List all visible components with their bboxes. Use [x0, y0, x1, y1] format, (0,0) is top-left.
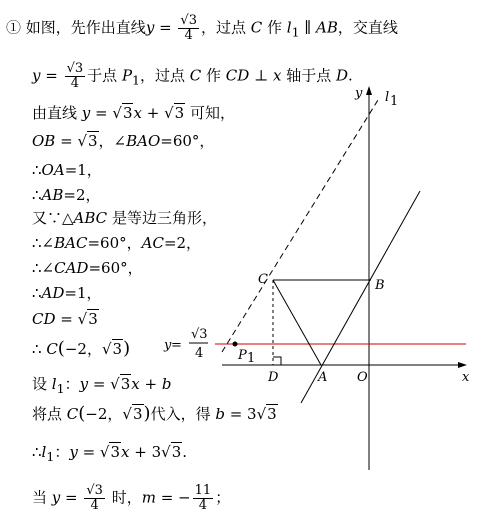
text-line-8: ∴∠BAC=60°，AC=2， — [32, 234, 202, 252]
text-line-12: ∴ C(−2，√3) — [32, 338, 131, 359]
point-p1 — [233, 342, 238, 347]
text-line-3: 由直线 y = √3x + √3 可知， — [32, 104, 235, 122]
label-b: B — [375, 278, 385, 293]
y-axis-arrow — [366, 86, 372, 95]
text-line-2: y = $\frac{√3}{4}$ 于点 $P_1$，过点 C 作 CD ⊥ x 轴于点 D. — [32, 61, 353, 91]
text-line-1: ① 如图，先作出直线y = $\frac{√3}{4}$ ，过点 C 作 $l_1$ ∥ AB，交直线 — [6, 13, 398, 43]
text-line-4: OB = √3，∠BAO=60°， — [32, 132, 215, 150]
label-eq-num: √3 — [191, 327, 208, 342]
fraction: $\frac{11}{4}$ — [194, 483, 212, 513]
circled-one-marker: ① — [6, 18, 22, 37]
label-l1: l — [385, 90, 390, 105]
text-line-7: 又∵△ABC 是等边三角形， — [32, 209, 217, 227]
label-eq-y: y — [164, 338, 172, 353]
label-x-axis: x — [462, 370, 470, 385]
text-line-16: 当 y = $\frac{√3}{4}$ 时，m = − $\frac{11}{4}$ ； — [32, 483, 231, 513]
label-d: D — [268, 370, 279, 385]
label-p1: P — [238, 348, 247, 363]
text-line-15: $\therefore l_1$：y = √3x + 3√3. — [32, 443, 188, 464]
fraction: $\frac{√3}{4}$ — [66, 61, 84, 91]
label-y-axis: y — [355, 86, 363, 101]
label-o: O — [357, 370, 368, 385]
segment-ca — [273, 280, 321, 365]
text-line-5: ∴OA=1， — [32, 161, 102, 179]
text-line-14: 将点 C(−2，√3)代入，得 b = 3√3 — [32, 403, 277, 424]
label-eq-sign: = — [171, 338, 182, 353]
text-line-11: CD = √3 — [32, 310, 98, 328]
label-l1-sub: 1 — [390, 94, 399, 109]
label-p1-sub: 1 — [247, 351, 256, 366]
line-l1-dashed — [222, 100, 378, 352]
fraction: $\frac{√3}{4}$ — [86, 483, 103, 513]
label-eq-den: 4 — [195, 346, 204, 361]
label-c: C — [258, 272, 268, 287]
fraction: $\frac{√3}{4}$ — [180, 13, 197, 43]
text-line-6: ∴AB=2， — [32, 186, 101, 204]
text-line-10: ∴AD=1， — [32, 284, 102, 302]
text-line-13: 设 $l_1$：y = √3x + b — [32, 375, 172, 396]
text-line-9: ∴∠CAD=60°， — [32, 259, 143, 277]
label-a: A — [318, 370, 328, 385]
right-angle-mark — [273, 357, 281, 365]
x-axis-arrow — [458, 362, 467, 368]
